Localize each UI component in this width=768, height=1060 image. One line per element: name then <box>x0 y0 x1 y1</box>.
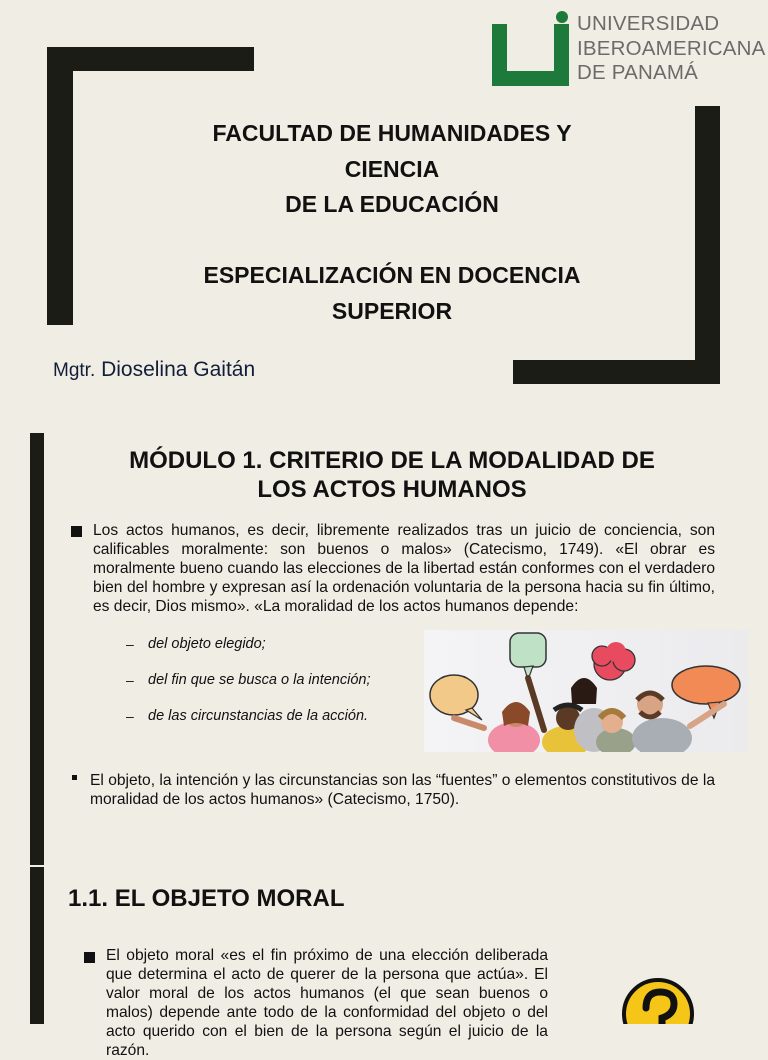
module-paragraph: Los actos humanos, es decir, libremente realizados tras un juicio de conciencia, son calificables moralmente: son buenos o malos» (Catecismo, 1749). «El obrar es moralmente bueno cuando las elecciones de la libertad están conformes con el verdadero bien del hombre y expresan así la ordenación voluntaria de la persona hacia su fin último, es decir, Dios mismo». «La moralidad de los actos humanos depende: <box>93 522 715 615</box>
author <box>53 358 255 382</box>
author-name: Dioselina Gaitán <box>95 358 256 381</box>
faculty-title <box>150 116 634 329</box>
frame-top-left-horizontal <box>47 47 254 71</box>
dash-icon: – <box>126 672 134 688</box>
title-line: CIENCIA <box>344 155 440 182</box>
slide-3-left-bar <box>30 867 44 1024</box>
title-line: DE LA EDUCACIÓN <box>285 191 499 217</box>
slide-2-left-bar <box>30 433 44 865</box>
section-paragraph: El objeto moral «es el fin próximo de una elección deliberada que determina el acto de querer de la persona que actúa». El valor moral de los actos humanos (el que sean buenos o malos) depende ante todo de la conformidad del objeto o del acto querido con el bien de la persona según el juicio de la razón. <box>106 947 548 1059</box>
section-title: 1.1. EL OBJETO MORAL <box>68 885 345 912</box>
logo-line-1: UNIVERSIDAD <box>577 12 720 35</box>
logo-text <box>577 12 765 86</box>
frame-bottom-right-vertical <box>695 106 720 384</box>
module-title-line: LOS ACTOS HUMANOS <box>257 475 527 503</box>
bullet-square-icon <box>72 775 77 780</box>
author-prefix: Mgtr. <box>53 360 96 381</box>
dash-icon: – <box>126 636 134 652</box>
title-line: ESPECIALIZACIÓN EN DOCENCIA <box>203 262 581 288</box>
module-title-line: MÓDULO 1. CRITERIO DE LA MODALIDAD DE <box>129 447 655 474</box>
logo-line-2: IBEROAMERICANA <box>577 36 766 60</box>
bullet-square-icon <box>84 952 95 963</box>
title-line: FACULTAD DE HUMANIDADES Y <box>212 120 572 146</box>
title-line <box>150 223 634 259</box>
frame-top-left-vertical <box>47 47 73 325</box>
bullet-square-icon <box>71 526 82 537</box>
logo-u-icon <box>490 10 576 88</box>
speech-bubbles-photo <box>424 630 748 752</box>
module-title <box>82 447 702 504</box>
frame-bottom-right-horizontal <box>513 360 720 384</box>
title-line: SUPERIOR <box>331 297 453 324</box>
list-item: del objeto elegido; <box>148 636 266 652</box>
list-item: del fin que se busca o la intención; <box>148 672 371 688</box>
dash-icon: – <box>126 708 134 724</box>
module-paragraph-2: El objeto, la intención y las circunstancias son las “fuentes” o elementos constitutivos de la moralidad de los actos humanos» (Catecismo, 1750). <box>90 772 715 808</box>
logo-line-3: DE PANAMÁ <box>577 61 699 84</box>
question-mark-icon <box>622 974 702 1024</box>
list-item: de las circunstancias de la acción. <box>148 708 369 724</box>
